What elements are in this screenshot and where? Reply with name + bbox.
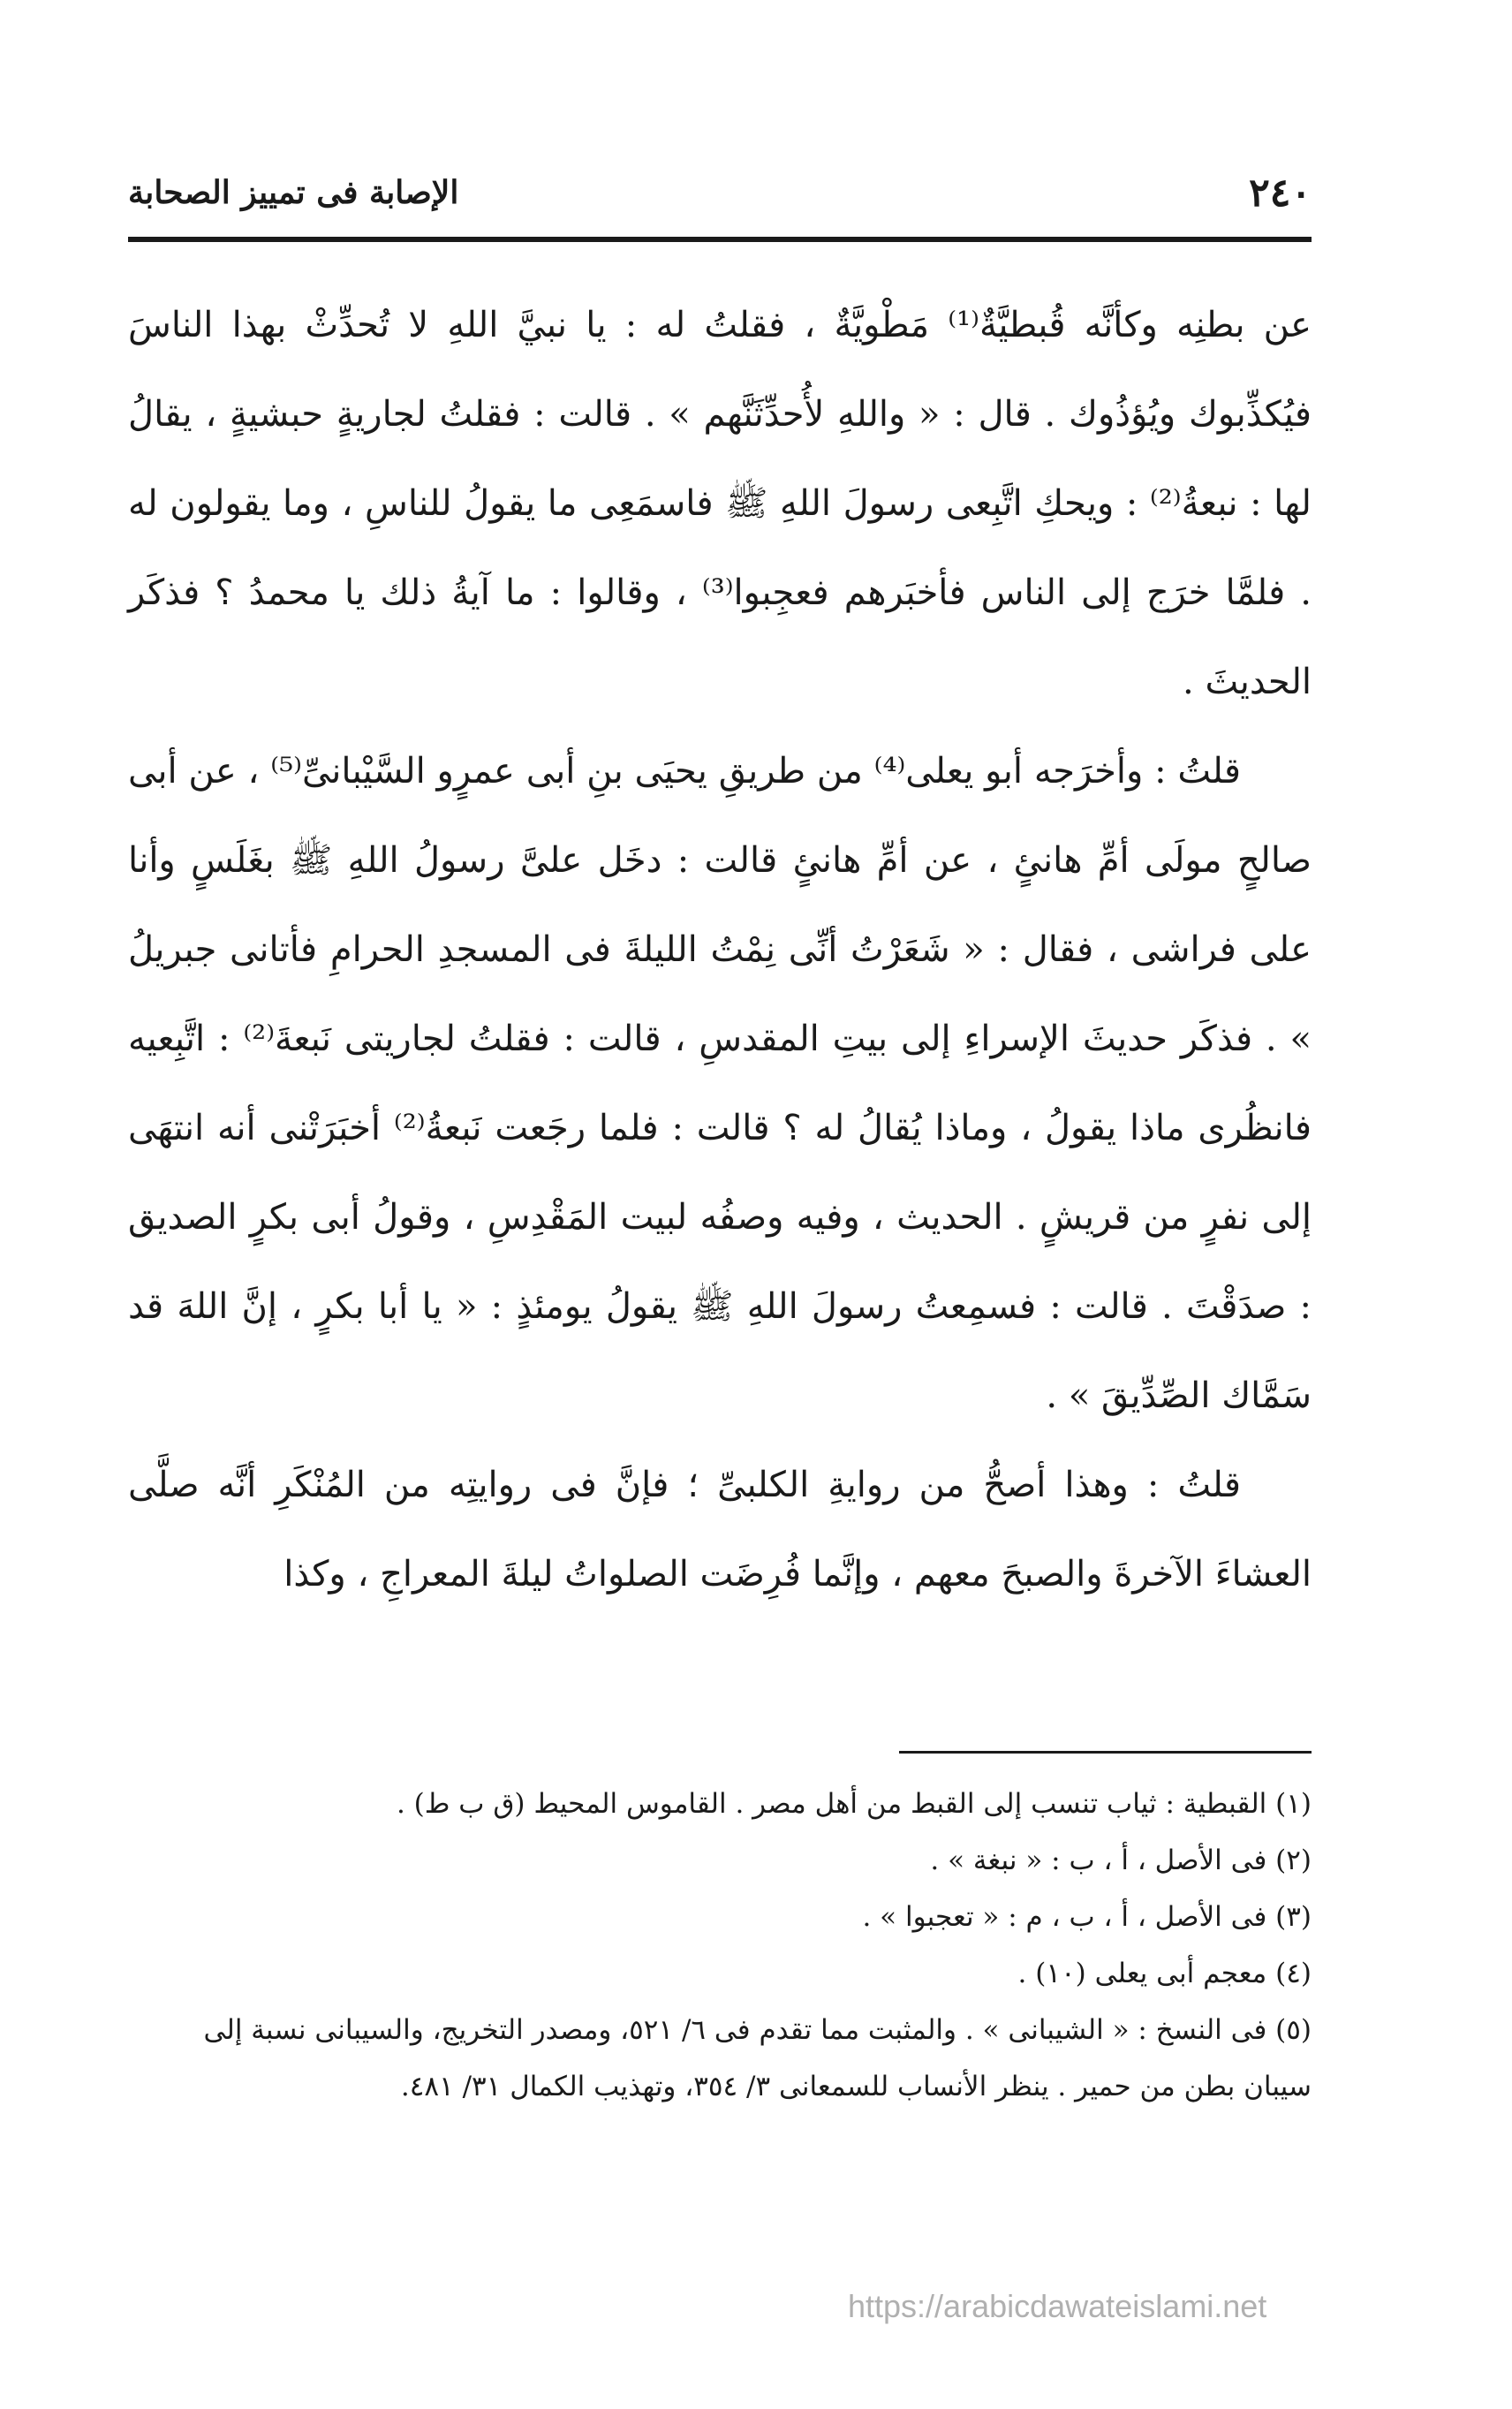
paragraph: قلتُ : وأخرَجه أبو يعلى⁽⁴⁾ من طريقِ يحيَى بنِ أبى عمرٍو السَّيْبانىِّ⁽⁵⁾ ، عن أبى صالحٍ مولَى أمِّ هانئٍ ، عن أمِّ هانئٍ قالت : دخَل علىَّ رسولُ اللهِ ﷺ بغَلَسٍ وأنا على فراشى ، فقال : « شَعَرْتُ أنِّى نِمْتُ الليلةَ فى المسجدِ الحرامِ فأتانى جبريلُ » . فذكَر حديثَ الإسراءِ إلى بيتِ المقدسِ ، قالت : فقلتُ لجاريتى نَبعةَ⁽²⁾ : اتَّبِعيه فانظُرى ماذا يقولُ ، وماذا يُقالُ له ؟ قالت : فلما رجَعت نَبعةُ⁽²⁾ أخبَرَتْنى أنه انتهَى إلى نفرٍ من قريشٍ . الحديث ، وفيه وصفُه لبيت المَقْدِسِ ، وقولُ أبى بكرٍ الصديق : صدَقْتَ . قالت : فسمِعتُ رسولَ اللهِ ﷺ يقولُ يومئذٍ : « يا أبا بكرٍ ، إنَّ اللهَ قد سَمَّاك الصِّدِّيقَ » . (128, 751, 1312, 1416)
running-header (128, 166, 1312, 219)
footnote: (٥) فى النسخ : « الشيبانى » . والمثبت مما تقدم فى ٦/ ٥٢١، ومصدر التخريج، والسيبانى نسبة إلى سيبان بطن من حمير . ينظر الأنساب للسمعانى ٣/ ٣٥٤، وتهذيب الكمال ٣١/ ٤٨١. (203, 2014, 1312, 2102)
page-number: ٢٤٠ (1249, 170, 1312, 216)
main-text (128, 281, 1312, 1619)
footnote: (٢) فى الأصل ، أ ، ب : « نبغة » . (930, 1845, 1312, 1876)
footnote: (٣) فى الأصل ، أ ، ب ، م : « تعجبوا » . (862, 1901, 1312, 1933)
header-rule (128, 237, 1312, 242)
footnotes (128, 1776, 1312, 2115)
footnote: (٤) معجم أبى يعلى (١٠) . (1017, 1958, 1312, 1989)
paragraph: عن بطنِه وكأنَّه قُبطيَّةٌ⁽¹⁾ مَطْويَّةٌ ، فقلتُ له : يا نبيَّ اللهِ لا تُحدِّثْ بهذا الناسَ فيُكذِّبوك ويُؤذُوك . قال : « واللهِ لأُحدِّثَنَّهم » . قالت : فقلتُ لجاريةٍ حبشيةٍ ، يقالُ لها : نبعةُ⁽²⁾ : ويحكِ اتَّبِعى رسولَ اللهِ ﷺ فاسمَعِى ما يقولُ للناسِ ، وما يقولون له . فلمَّا خرَج إلى الناس فأخبَرهم فعجِبوا⁽³⁾ ، وقالوا : ما آيةُ ذلك يا محمدُ ؟ فذكَر الحديثَ . (128, 305, 1312, 702)
paragraph: قلتُ : وهذا أصحُّ من روايةِ الكلبىِّ ؛ فإنَّ فى روايتِه من المُنْكَرِ أنَّه صلَّى العشاءَ الآخرةَ والصبحَ معهم ، وإنَّما فُرِضَت الصلواتُ ليلةَ المعراجِ ، وكذا (128, 1465, 1312, 1595)
footnote-separator (899, 1751, 1312, 1754)
footnote: (١) القبطية : ثياب تنسب إلى القبط من أهل مصر . القاموس المحيط (ق ب ط) . (396, 1788, 1312, 1820)
book-title: الإصابة فى تمييز الصحابة (128, 174, 459, 211)
watermark-url: https://arabicdawateislami.net (848, 2288, 1267, 2324)
